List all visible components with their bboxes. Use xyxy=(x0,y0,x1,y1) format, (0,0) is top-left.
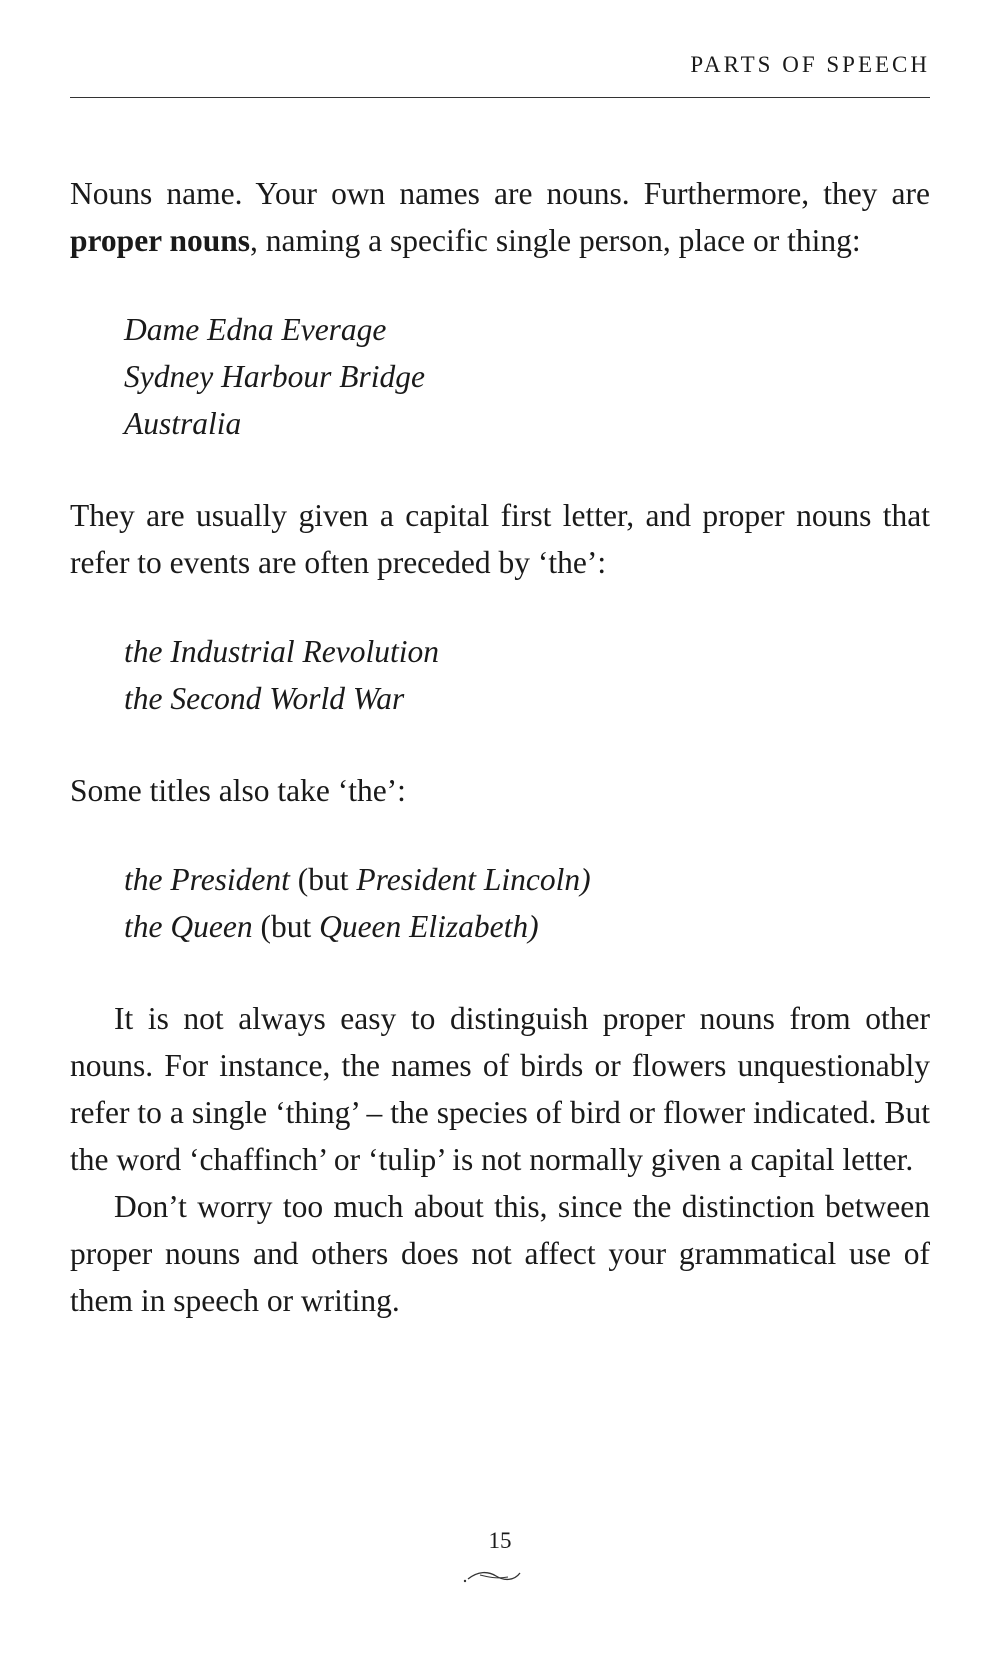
term-proper-nouns: proper nouns xyxy=(70,223,251,258)
example-full-title: President Lincoln) xyxy=(356,862,591,897)
example-item: the Second World War xyxy=(124,681,405,716)
paragraph-capital-letter: They are usually given a capital first letter, and proper nouns that refer to events are often preceded by ‘the’: xyxy=(70,498,930,580)
example-item: the Industrial Revolution xyxy=(124,634,439,669)
example-but: (but xyxy=(297,862,349,897)
running-header: PARTS OF SPEECH xyxy=(690,52,930,77)
intro-text-start: Nouns name. Your own names are nouns. Furthermore, they are xyxy=(70,176,930,211)
intro-text-end: , naming a specific single person, place or thing: xyxy=(250,223,861,258)
page-number: 15 xyxy=(488,1528,512,1553)
example-title: the President xyxy=(124,862,290,897)
example-list-names xyxy=(70,306,930,447)
page-body xyxy=(70,170,930,1324)
example-list-events xyxy=(70,628,930,722)
example-item xyxy=(124,856,930,903)
example-item xyxy=(124,903,930,950)
example-title: the Queen xyxy=(124,909,253,944)
header-rule xyxy=(70,97,930,98)
paragraph-intro xyxy=(70,170,930,264)
example-list-titles xyxy=(70,856,930,950)
paragraph-titles: Some titles also take ‘the’: xyxy=(70,773,406,808)
example-item: Sydney Harbour Bridge xyxy=(124,359,425,394)
paragraph-distinguish: It is not always easy to distinguish proper nouns from other nouns. For instance, the names of birds or flowers unquestionably refer to a single ‘thing’ – the species of bird or flower indicated. But the word ‘chaffinch’ or ‘tulip’ is not normally given a capital letter. xyxy=(70,1001,930,1177)
example-but: (but xyxy=(260,909,312,944)
example-item: Australia xyxy=(124,406,242,441)
example-item: Dame Edna Everage xyxy=(124,312,387,347)
paragraph-dont-worry: Don’t worry too much about this, since the distinction between proper nouns and others does not affect your grammatical use of them in speech or writing. xyxy=(70,1189,930,1318)
flourish-ornament-icon xyxy=(460,1565,530,1585)
example-full-title: Queen Elizabeth) xyxy=(319,909,539,944)
